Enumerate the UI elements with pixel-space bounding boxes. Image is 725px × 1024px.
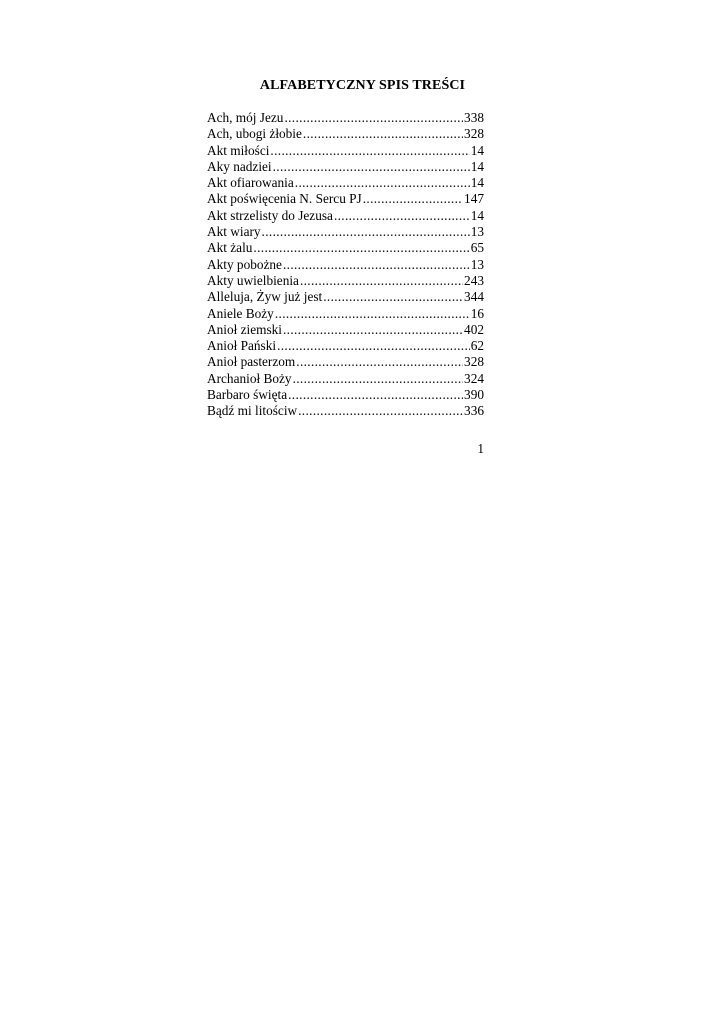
toc-leader-dots — [298, 403, 463, 419]
toc-leader-dots — [262, 224, 470, 240]
toc-entry-title: Bądź mi litościw — [207, 403, 298, 419]
toc-leader-dots — [295, 175, 470, 191]
toc-entry — [207, 403, 484, 419]
page-title: ALFABETYCZNY SPIS TREŚCI — [259, 78, 466, 93]
toc-entry-page: 62 — [470, 338, 484, 354]
toc-entry-title: Archanioł Boży — [207, 370, 292, 386]
page-number: 1 — [477, 441, 484, 456]
toc-entry-page: 338 — [464, 110, 484, 125]
toc-entry-title: Alleluja, Żyw już jest — [207, 289, 323, 305]
toc-entry-page: 65 — [470, 240, 484, 256]
toc-entry-page: 390 — [464, 387, 484, 402]
toc-leader-dots — [293, 371, 463, 387]
toc-entry-title: Aky nadziei — [207, 158, 272, 174]
toc-entry-page: 243 — [464, 272, 484, 288]
toc-leader-dots — [323, 289, 463, 305]
toc-leader-dots — [283, 322, 463, 338]
toc-entry-page: 336 — [464, 403, 484, 419]
toc-entry-title: Akty pobożne — [207, 256, 282, 272]
toc-entry-title: Anioł pasterzom — [207, 354, 296, 370]
toc-entry-page: 14 — [470, 175, 484, 191]
toc-leader-dots — [253, 240, 469, 256]
toc-entry-title: Akty uwielbienia — [207, 272, 299, 288]
toc-entry — [207, 224, 484, 240]
toc-leader-dots — [275, 306, 470, 322]
toc-leader-dots — [273, 159, 470, 175]
toc-leader-dots — [303, 126, 463, 142]
toc-leader-dots — [283, 257, 470, 273]
toc-entry-title: Akt wiary — [207, 224, 261, 240]
toc-section-b — [207, 387, 484, 420]
toc-entry — [207, 159, 484, 175]
toc-entry-page: 13 — [470, 224, 484, 240]
toc-entry-page: 324 — [464, 370, 484, 386]
toc-leader-dots — [288, 387, 463, 403]
toc-entry-page: 13 — [470, 256, 484, 272]
toc-entry-page: 344 — [464, 289, 484, 305]
toc-entry — [207, 175, 484, 191]
toc-leader-dots — [300, 273, 463, 289]
toc-entry — [207, 322, 484, 338]
toc-entry-title: Akt poświęcenia N. Sercu PJ — [207, 191, 362, 207]
toc-entry-page: 14 — [470, 142, 484, 158]
toc-leader-dots — [277, 338, 470, 354]
toc-entry-title: Akt strzelisty do Jezusa — [207, 207, 333, 223]
toc-leader-dots — [334, 208, 470, 224]
toc-entry — [207, 289, 484, 305]
toc-entry-title: Akt miłości — [207, 142, 270, 158]
toc-entry-title: Barbaro święta — [207, 387, 288, 402]
toc-entry — [207, 306, 484, 322]
toc-entry-page: 16 — [470, 305, 484, 321]
toc-leader-dots — [270, 143, 469, 159]
toc-entry — [207, 257, 484, 273]
toc-entry — [207, 338, 484, 354]
toc-leader-dots — [284, 110, 463, 126]
toc-entry-page: 328 — [464, 126, 484, 142]
toc-leader-dots — [363, 191, 463, 207]
toc-section-a — [207, 110, 484, 387]
toc-entry — [207, 110, 484, 126]
toc-entry — [207, 354, 484, 370]
toc-entry-title: Akt ofiarowania — [207, 175, 294, 191]
toc-entry-page: 402 — [464, 321, 484, 337]
toc-entry — [207, 126, 484, 142]
toc-entry — [207, 273, 484, 289]
toc-entry — [207, 143, 484, 159]
toc-entry-page: 14 — [470, 207, 484, 223]
toc-entry — [207, 387, 484, 403]
toc-entry-title: Akt żalu — [207, 240, 253, 256]
toc-entry — [207, 240, 484, 256]
toc-leader-dots — [296, 354, 463, 370]
toc-entry-title: Anioł Pański — [207, 338, 277, 354]
toc-entry-title: Ach, mój Jezu — [207, 110, 284, 125]
toc-entry-title: Aniele Boży — [207, 305, 274, 321]
toc-entry-title: Ach, ubogi żłobie — [207, 126, 302, 142]
toc-entry-page: 328 — [464, 354, 484, 370]
toc-entry-title: Anioł ziemski — [207, 321, 282, 337]
toc-entry-page: 14 — [470, 158, 484, 174]
toc-entry — [207, 371, 484, 387]
toc-entry-page: 147 — [464, 191, 484, 207]
toc-entry — [207, 208, 484, 224]
toc-entry — [207, 191, 484, 207]
